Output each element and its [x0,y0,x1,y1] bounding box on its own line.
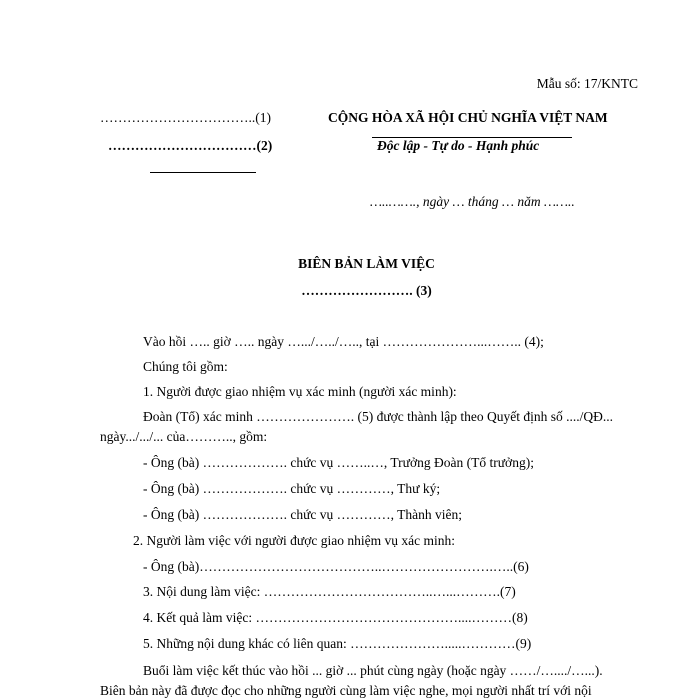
time-place-line: Vào hồi ….. giờ ….. ngày ….../…../….., tại …………………...…….. (4); [143,334,544,349]
date-line: …..……., ngày … tháng … năm …….. [370,194,575,209]
team-line-2: ngày.../.../... của……….., gồm: [100,429,268,444]
country-name: CỘNG HÒA XÃ HỘI CHỦ NGHĨA VIỆT NAM [328,110,608,125]
attendees-intro: Chúng tôi gồm: [143,359,228,374]
document-title: BIÊN BẢN LÀM VIỆC [298,256,435,271]
member-1: - Ông (bà) ………………. chức vụ ……..…, Trưởng Đoàn (Tổ trưởng); [143,455,534,470]
form-code: Mẫu số: 17/KNTC [536,76,638,91]
agency-line-2: ……………………………(2) [108,138,273,153]
item-3-content: 3. Nội dung làm việc: ………………………………..…...……….(7) [143,584,516,599]
document-subtitle: ……………………. (3) [301,283,432,298]
member-3: - Ông (bà) ………………. chức vụ …………, Thành viên; [143,507,463,522]
item-4-result: 4. Kết quả làm việc: ………………………………………....………(8) [143,610,528,625]
closing-line-1: Buổi làm việc kết thúc vào hồi ... giờ ... phút cùng ngày (hoặc ngày ……/…..../…...). [143,663,603,678]
agency-underline [150,172,256,173]
person-line: - Ông (bà)…………………………………..…………………….…..(6) [143,559,529,574]
closing-line-2: Biên bản này đã được đọc cho những người cùng làm việc nghe, mọi người nhất trí với nội [100,683,592,698]
member-2: - Ông (bà) ………………. chức vụ …………, Thư ký; [143,481,441,496]
motto: Độc lập - Tự do - Hạnh phúc [377,138,540,153]
section-2-heading: 2. Người làm việc với người được giao nhiệm vụ xác minh: [133,533,455,548]
section-1-heading: 1. Người được giao nhiệm vụ xác minh (người xác minh): [143,384,457,399]
agency-line-1: ……………………………..(1) [100,110,271,125]
team-line-1: Đoàn (Tổ) xác minh …………………. (5) được thành lập theo Quyết định số ..../QĐ... [143,409,614,424]
item-5-other: 5. Những nội dung khác có liên quan: ………………….....…………(9) [143,636,532,651]
